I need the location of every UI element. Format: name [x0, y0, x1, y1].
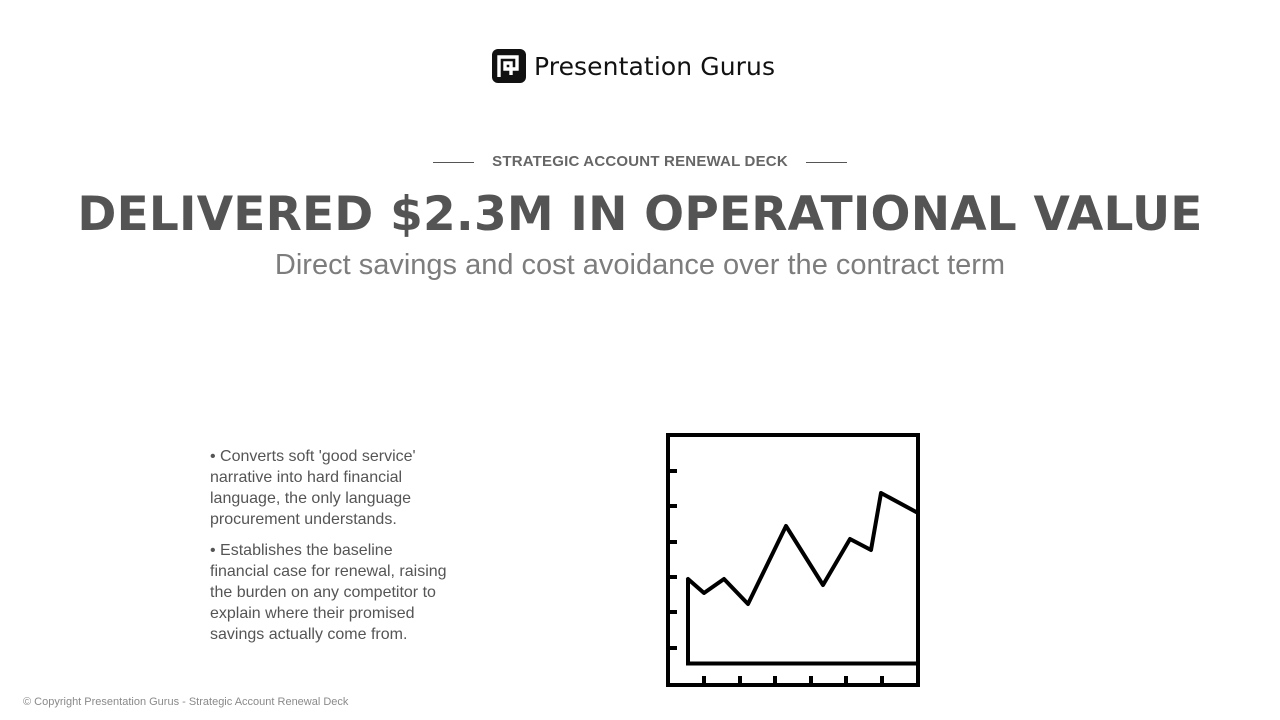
chart-icon-axes [688, 579, 918, 664]
presentation-gurus-logo-icon [492, 49, 526, 83]
footer-copyright: © Copyright Presentation Gurus - Strategic Account Renewal Deck [23, 696, 349, 708]
eyebrow-right-rule [806, 162, 847, 163]
bullet-item: • Converts soft 'good service' narrative into hard financial language, the only language procurement understands. [210, 448, 416, 528]
line-chart-icon [666, 433, 920, 687]
chart-icon-trend-line [688, 493, 918, 604]
chart-icon-frame [668, 435, 918, 685]
eyebrow-label: STRATEGIC ACCOUNT RENEWAL DECK [492, 153, 788, 170]
slide-subtitle: Direct savings and cost avoidance over the contract term [274, 249, 1006, 281]
eyebrow [0, 152, 1280, 172]
brand-logo [492, 48, 775, 84]
slide-title: DELIVERED $2.3M IN OPERATIONAL VALUE [77, 187, 1203, 242]
eyebrow-left-rule [433, 162, 474, 163]
bullet-list [210, 446, 455, 655]
bullet-item: • Establishes the baseline financial case for renewal, raising the burden on any competitor to explain where their promised savings actually come from. [210, 542, 447, 643]
brand-name: Presentation Gurus [534, 51, 776, 81]
